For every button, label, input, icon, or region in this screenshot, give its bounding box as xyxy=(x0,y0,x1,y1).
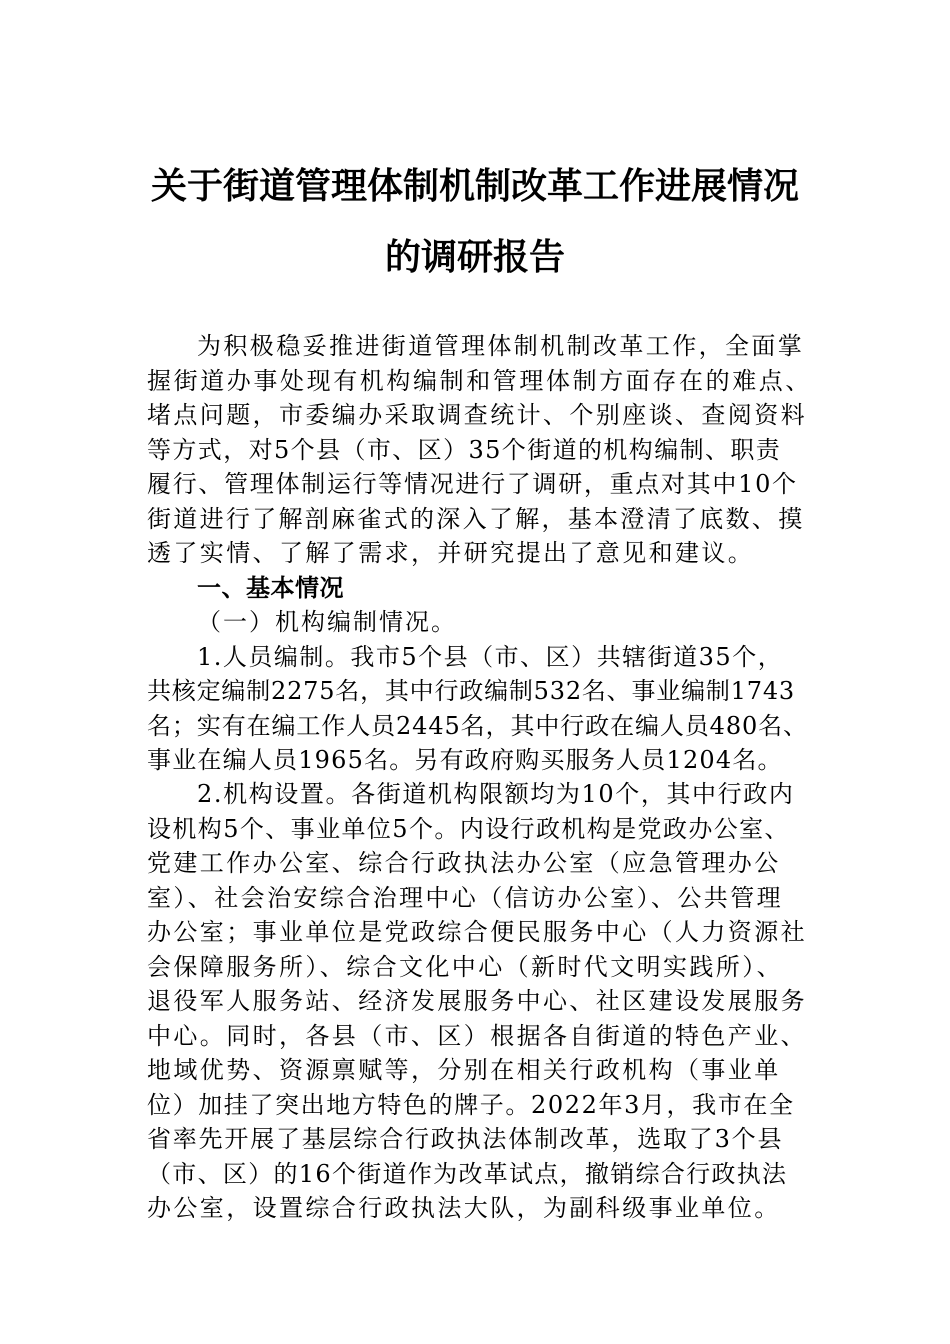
subsection-heading: （一）机构编制情况。 xyxy=(197,608,457,636)
section-heading: 一、基本情况 xyxy=(197,574,344,602)
body-line: 为积极稳妥推进街道管理体制机制改革工作，全面掌 xyxy=(197,332,805,360)
body-line: 中心。同时，各县（市、区）根据各自街道的特色产业、 xyxy=(147,1022,807,1050)
document-title-line1: 关于街道管理体制机制改革工作进展情况 xyxy=(150,165,799,207)
body-line: 会保障服务所）、综合文化中心（新时代文明实践所）、 xyxy=(147,953,783,981)
body-line: 等方式，对5个县（市、区）35个街道的机构编制、职责 xyxy=(147,436,782,464)
body-line: 透了实情、了解了需求，并研究提出了意见和建议。 xyxy=(147,539,755,567)
body-line: 名；实有在编工作人员2445名，其中行政在编人员480名、 xyxy=(147,712,808,740)
document-title-line2: 的调研报告 xyxy=(384,236,565,278)
body-line: 设机构5个、事业单位5个。内设行政机构是党政办公室、 xyxy=(147,815,790,843)
body-line: 室）、社会治安综合治理中心（信访办公室）、公共管理 xyxy=(147,884,783,912)
body-line: 办公室，设置综合行政执法大队，为副科级事业单位。 xyxy=(147,1194,781,1222)
body-line: 地域优势、资源禀赋等，分别在相关行政机构（事业单 xyxy=(147,1056,781,1084)
body-line: 办公室；事业单位是党政综合便民服务中心（人力资源社 xyxy=(147,918,807,946)
body-line: 堵点问题，市委编办采取调查统计、个别座谈、查阅资料 xyxy=(147,401,807,429)
body-line: （市、区）的16个街道作为改革试点，撤销综合行政执法 xyxy=(147,1160,788,1188)
body-line: 握街道办事处现有机构编制和管理体制方面存在的难点、 xyxy=(147,367,812,395)
body-line: 党建工作办公室、综合行政执法办公室（应急管理办公 xyxy=(147,849,781,877)
body-line: 事业在编人员1965名。另有政府购买服务人员1204名。 xyxy=(147,746,783,774)
body-line: 位）加挂了突出地方特色的牌子。2022年3月，我市在全 xyxy=(147,1091,795,1119)
body-line: 履行、管理体制运行等情况进行了调研，重点对其中10个 xyxy=(147,470,798,498)
body-line: 1.人员编制。我市5个县（市、区）共辖街道35个， xyxy=(197,643,784,671)
body-line: 共核定编制2275名，其中行政编制532名、事业编制1743 xyxy=(147,677,795,705)
body-line: 省率先开展了基层综合行政执法体制改革，选取了3个县 xyxy=(147,1125,784,1153)
body-line: 街道进行了解剖麻雀式的深入了解，基本澄清了底数、摸 xyxy=(147,505,805,533)
body-line: 退役军人服务站、经济发展服务中心、社区建设发展服务 xyxy=(147,987,807,1015)
body-line: 2.机构设置。各街道机构限额均为10个，其中行政内 xyxy=(197,780,795,808)
